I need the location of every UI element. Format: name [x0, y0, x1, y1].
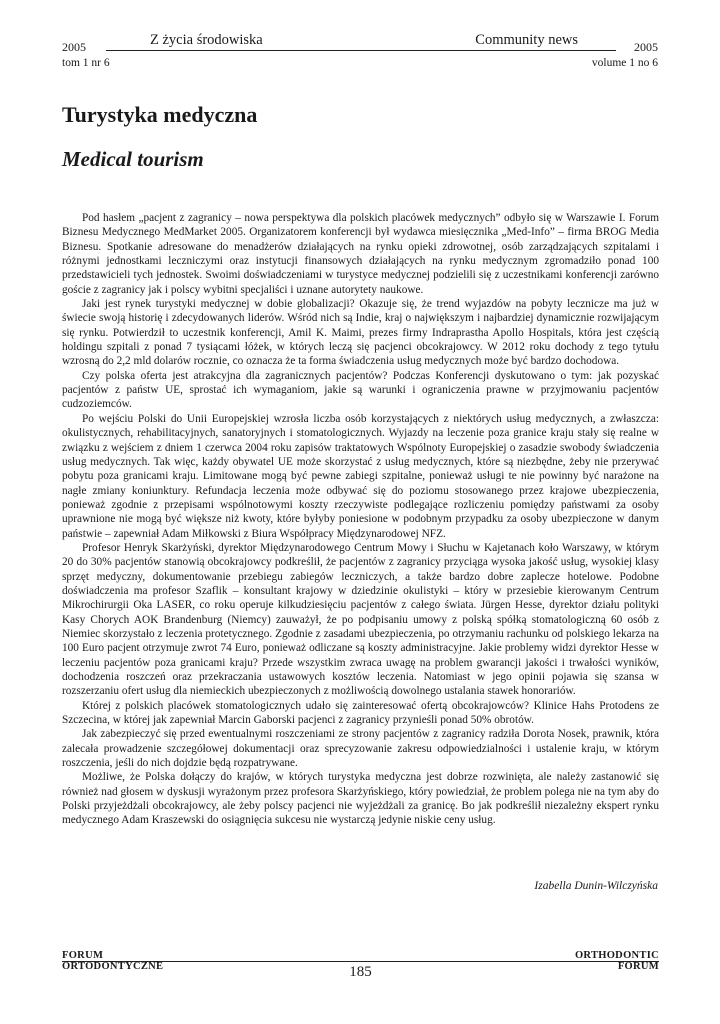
footer-right-line2: FORUM	[617, 961, 659, 972]
header-year-left: 2005	[62, 40, 86, 54]
article-paragraph: Której z polskich placówek stomatologicznych udało się zainteresować ofertą obcokrajowców? Klinice Hahs Protodens ze Szczecina, w której jak zapewniał Marcin Gaborski pacjenci z zagranicy przynieśli ponad 50% obrotów.	[62, 699, 659, 727]
article-paragraph: Czy polska oferta jest atrakcyjna dla zagranicznych pacjentów? Podczas Konferencji dyskutowano o tym: jak pozyskać pacjentów z państw UE, sprostać ich wymaganiom, jakie są warunki i ograniczenia prawne w przyjmowaniu pacjentów cudzoziemców.	[62, 369, 659, 411]
header-year-right: 2005	[634, 40, 658, 54]
article-paragraph: Po wejściu Polski do Unii Europejskiej wzrosła liczba osób korzystających z niektórych usług medycznych, a zwłaszcza: okulistycznych, rehabilitacyjnych, sanatoryjnych i stomatologicznych. Wyjazdy na leczenie poza granice kraju stały się realne w związku z wejściem z dniem 1 czerwca 2004 roku zapisów traktatowych Wspólnoty Europejskiej o zasadzie swobody świadczenia usług medycznych. Tak więc, każdy obywatel UE może skorzystać z usług medycznych, które są niezbędne, żeby nie przerywać pobytu poza granicami kraju. Limitowane mogą być pewne zabiegi szpitalne, ponieważ usługi te nie powinny być narażone na nagłe zmiany koniunktury. Refundacja leczenia może odbywać się do poziomu stosowanego przez krajowe ubezpieczenia, ponieważ zgodnie z przepisami wspólnotowymi koszty rzeczywiste podlegające rozliczeniu pomiędzy państwami za osoby uprawnione nie mogą być większe niż kwoty, które byłyby poniesione w podobnym przypadku za osoby ubezpieczone w danym państwie – zapewniał Adam Miłkowski z Biura Współpracy Międzynarodowej NFZ.	[62, 412, 659, 540]
article-subtitle: Medical tourism	[62, 147, 204, 171]
header-section-polish: Z życia środowiska	[150, 32, 263, 48]
footer-right-line1: ORTHODONTIC	[574, 950, 659, 961]
header-volume-english: volume 1 no 6	[591, 57, 658, 69]
article-paragraph: Jak zabezpieczyć się przed ewentualnymi roszczeniami ze strony pacjentów z zagranicy radziła Dorota Nosek, prawnik, która zalecała prowadzenie szczegółowej dokumentacji oraz sprecyzowanie zakresu odpowiedzialności i ustalenie kraju, w którym roszczenia, jeśli do nich dojdzie będą rozpatrywane.	[62, 728, 659, 770]
footer-rule	[62, 961, 659, 962]
running-footer	[62, 950, 659, 990]
footer-left-line1: FORUM	[62, 950, 104, 961]
header-rule	[106, 50, 616, 51]
article-paragraph: Jaki jest rynek turystyki medycznej w dobie globalizacji? Okazuje się, że trend wyjazdów na pobyty lecznicze ma już w świecie swoją historię i zdecydowanych liderów. Wśród nich są Indie, kraj o największym i najbardziej dynamicznie rozwijającym się rynku. Potwierdził to uczestnik konferencji, Amil K. Maimi, prezes firmy Indraprastha Apollo Hospitals, która jest częścią holdingu szpitali z ponad 7 tysiącami łóżek, w których leczą się pacjenci obcokrajowcy. W 2012 roku dochody z tego tytułu wzrosną do 2,2 mld dolarów rocznie, co oznacza że ta forma świadczenia usług medycznych może być bardzo dochodowa.	[62, 298, 659, 368]
header-section-english: Community news	[475, 32, 578, 48]
article-paragraph: Możliwe, że Polska dołączy do krajów, w których turystyka medyczna jest dobrze rozwinięta, ale należy zastanowić się również nad głosem w dyskusji wyrażonym przez profesora Skarżyńskiego, który powiedział, że problem polega nie na tym aby do Polski przyjeżdżali obcokrajowcy, ale żeby polscy pacjenci nie wyjeżdżali za granicę. Bo jak podkreślił niezależny ekspert rynku medycznego Adam Kraszewski do osiągnięcia sukcesu nie wystarczą jedynie niskie ceny usług.	[62, 771, 659, 827]
article-paragraph: Pod hasłem „pacjent z zagranicy – nowa perspektywa dla polskich placówek medycznych” odbyło się w Warszawie I. Forum Biznesu Medycznego MedMarket 2005. Organizatorem konferencji był wydawca miesięcznika „Med-Info” – firma BROG Media Biznesu. Spotkanie adresowane do menadżerów działających na rynku opieki zdrowotnej, osób zarządzających szpitalami i różnymi jednostkami leczniczymi oraz instytucji finansowych działających na rynku medycznym zgromadziło ponad 100 przedstawicieli tych jednostek. Swoimi doświadczeniami w turystyce medycznej podzielili się z uczestnikami konferencji zarówno goście z zagranicy jak i polscy wybitni specjaliści i uznane autorytety naukowe.	[62, 212, 659, 296]
running-header	[62, 0, 658, 80]
footer-journal-english	[575, 950, 659, 972]
article-author: Izabella Dunin-Wilczyńska	[534, 880, 658, 892]
article-body	[62, 211, 659, 828]
header-volume-polish: tom 1 nr 6	[62, 57, 110, 69]
article-paragraph: Profesor Henryk Skarżyński, dyrektor Międzynarodowego Centrum Mowy i Słuchu w Kajetanach koło Warszawy, w którym 20 do 30% pacjentów stanowią obcokrajowcy podkreślił, że pacjentów z zagranicy przyciąga wysoka jakość usług, wysokiej klasy sprzęt medyczny, dokumentowanie przebiegu zabiegów leczniczych, a także bardzo dobre zaplecze hotelowe. Podobne doświadczenia ma profesor Szaflik – konsultant krajowy w dziedzinie okulistyki – który w przesiebie kierowanym Centrum Mikrochirurgii Oka LASER, co roku operuje kilkudziesięciu pacjentów z całego świata. Jürgen Hesse, dyrektor działu polityki Kasy Chorych AOK Brandenburg (Niemcy) zauważył, że po podpisaniu umowy z polską spółką stomatologiczną 60 osób z Niemiec skorzystało z leczenia protetycznego. Zgodnie z zasadami ubezpieczenia, po otrzymaniu rachunku od polskiego lekarza na 100 Euro pacjent otrzymuje zwrot 74 Euro, ponieważ odliczane są koszty administracyjne. Jakie problemy widzi dyrektor Hesse w leczeniu pacjentów poza granicami kraju? Przede wszystkim zwraca uwagę na problem gwarancji jakości i trwałości wyników, dochodzenia roszczeń oraz przekraczania ustawowych kosztów leczenia. Natomiast w jego opinii pojawia się szansa w rozszerzaniu ofert usług dla niemieckich ubezpieczonych z możliwością dowolnego ustalania stawek honorariów.	[62, 541, 659, 698]
page-number: 185	[349, 964, 372, 980]
footer-left-line2: ORTODONTYCZNE	[62, 961, 164, 972]
article-title: Turystyka medyczna	[62, 102, 258, 127]
